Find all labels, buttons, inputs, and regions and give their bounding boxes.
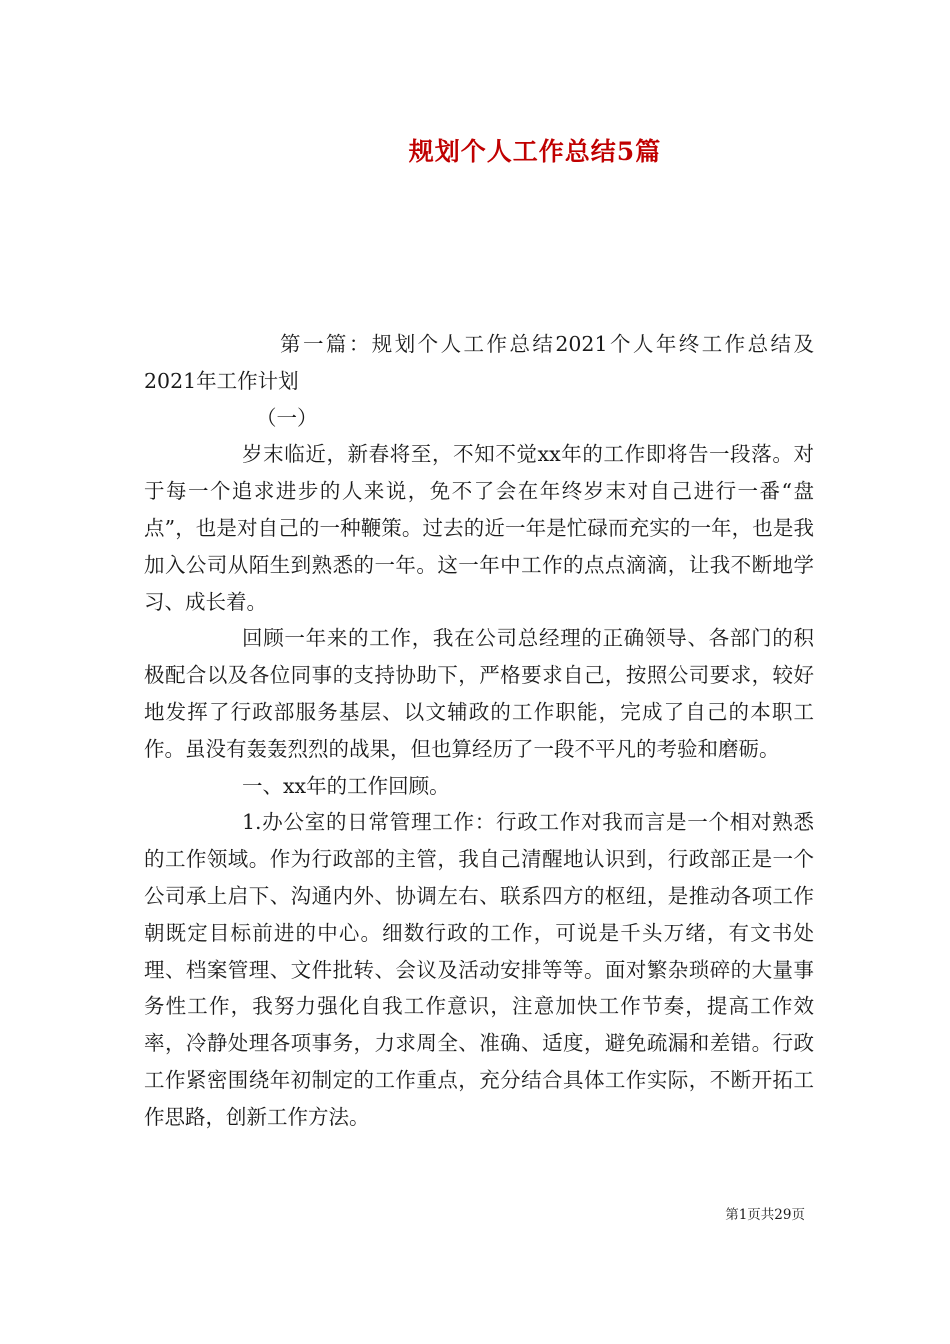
paragraph: 回顾一年来的工作，我在公司总经理的正确领导、各部门的积极配合以及各位同事的支持协助下，严格要求自己，按照公司要求，较好地发挥了行政部服务基层、以文辅政的工作职能，完成了自己的本职工作。虽没有轰轰烈烈的战果，但也算经历了一段不平凡的考验和磨砺。 bbox=[144, 626, 814, 761]
paragraph: 岁末临近，新春将至，不知不觉xx年的工作即将告一段落。对于每一个追求进步的人来说，免不了会在年终岁末对自己进行一番“盘点”，也是对自己的一种鞭策。过去的近一年是忙碌而充实的一年，也是我加入公司从陌生到熟悉的一年。这一年中工作的点点滴滴，让我不断地学习、成长着。 bbox=[144, 442, 814, 614]
page-number: 第1页共29页 bbox=[725, 1207, 805, 1223]
document-body bbox=[144, 326, 814, 1136]
section-subheading: （一） bbox=[256, 405, 318, 430]
section-heading: 第一篇：规划个人工作总结2021个人年终工作总结及2021年工作计划 bbox=[144, 332, 814, 393]
paragraph: 1.办公室的日常管理工作：行政工作对我而言是一个相对熟悉的工作领域。作为行政部的主管，我自己清醒地认识到，行政部正是一个公司承上启下、沟通内外、协调左右、联系四方的枢纽，是推动各项工作朝既定目标前进的中心。细数行政的工作，可说是千头万绪，有文书处理、档案管理、文件批转、会议及活动安排等等。面对繁杂琐碎的大量事务性工作，我努力强化自我工作意识，注意加快工作节奏，提高工作效率，冷静处理各项事务，力求周全、准确、适度，避免疏漏和差错。行政工作紧密围绕年初制定的工作重点，充分结合具体工作实际，不断开拓工作思路，创新工作方法。 bbox=[144, 810, 814, 1129]
document-title: 规划个人工作总结5篇 bbox=[408, 137, 662, 166]
paragraph: 一、xx年的工作回顾。 bbox=[242, 773, 450, 798]
